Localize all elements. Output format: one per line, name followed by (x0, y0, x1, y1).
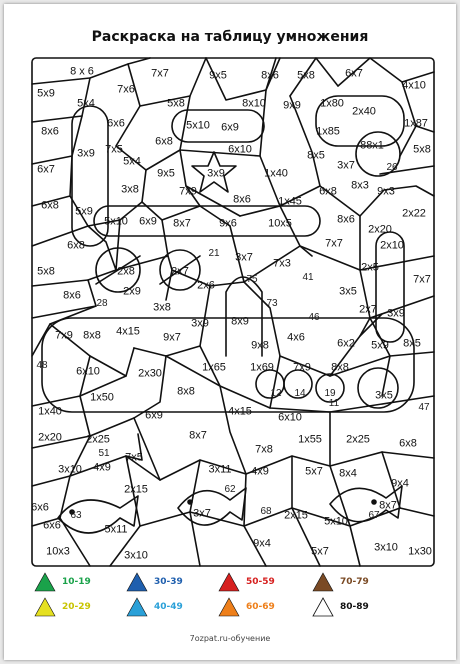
legend-key (34, 597, 91, 617)
puzzle-cell-label: 3x9 (77, 147, 95, 160)
puzzle-cell-label: 47 (418, 402, 430, 413)
puzzle-cell-label: 6x6 (31, 501, 49, 514)
puzzle-cell-label: 6x10 (278, 411, 302, 424)
puzzle-cell-label: 9x5 (157, 167, 175, 180)
puzzle-cell-label: 19 (324, 388, 336, 399)
puzzle-cell-label: 1x85 (316, 125, 340, 138)
puzzle-cell-label: 5x10 (324, 515, 348, 528)
puzzle-cell-label: 10x3 (46, 545, 70, 558)
puzzle-cell-label: 3x11 (208, 463, 232, 476)
puzzle-cell-label: 8x6 (63, 289, 81, 302)
puzzle-cell-label: 6x8 (319, 185, 337, 198)
puzzle-cell-label: 1x50 (90, 391, 114, 404)
puzzle-cell-label: 3x9 (387, 307, 405, 320)
color-legend (30, 572, 436, 622)
puzzle-cell-label: 51 (98, 448, 110, 459)
puzzle-cell-label: 6x9 (139, 215, 157, 228)
puzzle-cell-label: 3x8 (153, 301, 171, 314)
puzzle-cell-label: 3x9 (191, 317, 209, 330)
puzzle-cell-label: 21 (208, 248, 220, 259)
puzzle-cell-label: 7x9 (293, 361, 311, 374)
triangle-icon (312, 597, 334, 617)
puzzle-cell-label: 1x80 (320, 97, 344, 110)
puzzle-cell-label: 5x9 (37, 87, 55, 100)
puzzle-cell-label: 2x22 (402, 207, 426, 220)
legend-range: 80-89 (340, 602, 369, 612)
puzzle-cell-label: 6x8 (41, 199, 59, 212)
puzzle-cell-label: 14 (294, 388, 306, 399)
puzzle-cell-label: 5x10 (186, 119, 210, 132)
puzzle-cell-label: 8x5 (403, 337, 421, 350)
puzzle-cell-label: 9x8 (251, 339, 269, 352)
puzzle-cell-label: 11 (328, 398, 340, 409)
puzzle-cell-label: 8x8 (177, 385, 195, 398)
puzzle-cell-label: 8x4 (339, 467, 357, 480)
puzzle-cell-label: 5x9 (371, 339, 389, 352)
puzzle-cell-label: 9x3 (377, 185, 395, 198)
site-footer: 7ozpat.ru-обучение (189, 634, 271, 643)
puzzle-cell-label: 7x7 (325, 237, 343, 250)
legend-range: 70-79 (340, 577, 369, 587)
puzzle-cell-label: 1x55 (298, 433, 322, 446)
puzzle-cell-label: 6x7 (37, 163, 55, 176)
puzzle-cell-label: 6x6 (107, 117, 125, 130)
puzzle-cell-label: 46 (308, 312, 320, 323)
puzzle-cell-label: 2x15 (124, 483, 148, 496)
puzzle-cell-label: 2x25 (346, 433, 370, 446)
legend-range: 50-59 (246, 577, 275, 587)
puzzle-cell-label: 7x7 (413, 273, 431, 286)
puzzle-cell-label: 1x69 (250, 361, 274, 374)
puzzle-cell-label: 9x4 (253, 537, 271, 550)
legend-key (34, 572, 91, 592)
puzzle-cell-label: 2x15 (284, 509, 308, 522)
puzzle-cell-label: 2x7 (171, 265, 189, 278)
puzzle-cell-label: 1x87 (404, 117, 428, 130)
puzzle-cell-label: 4x15 (228, 405, 252, 418)
puzzle-cell-label: 4x15 (116, 325, 140, 338)
puzzle-cell-label: 2x20 (38, 431, 62, 444)
puzzle-cell-label: 10x5 (268, 217, 292, 230)
triangle-icon (312, 572, 334, 592)
puzzle-cell-label: 5x8 (37, 265, 55, 278)
puzzle-cell-label: 3x9 (207, 167, 225, 180)
puzzle-cell-label: 6x7 (345, 67, 363, 80)
puzzle-cell-label: 2x40 (352, 105, 376, 118)
puzzle-cell-label: 5x4 (77, 97, 95, 110)
puzzle-cell-label: 5x10 (104, 215, 128, 228)
puzzle-cell-label: 8x8 (83, 329, 101, 342)
puzzle-cell-label: 8x7 (189, 429, 207, 442)
puzzle-cell-label: 7x5 (105, 143, 123, 156)
puzzle-cell-label: 2x9 (123, 285, 141, 298)
puzzle-cell-label: 3x8 (121, 183, 139, 196)
puzzle-cell-label: 3x5 (339, 285, 357, 298)
puzzle-cell-label: 4x9 (251, 465, 269, 478)
worksheet-title: Раскраска на таблицу умножения (91, 29, 369, 45)
triangle-icon (126, 572, 148, 592)
puzzle-cell-label: 8x7 (173, 217, 191, 230)
puzzle-cell-label: 62 (224, 484, 236, 495)
puzzle-cell-label: 5x11 (104, 523, 128, 536)
legend-range: 10-19 (62, 577, 91, 587)
legend-key (312, 597, 369, 617)
puzzle-cell-label: 75 (246, 274, 258, 285)
puzzle-cell-label: 6x10 (228, 143, 252, 156)
puzzle-cell-label: 6x2 (337, 337, 355, 350)
puzzle-cell-label: 8x8 (331, 361, 349, 374)
puzzle-cell-label: 68 (260, 506, 272, 517)
puzzle-cell-label: 5x4 (123, 155, 141, 168)
puzzle-cell-label: 28 (96, 298, 108, 309)
puzzle-cell-label: 6x8 (155, 135, 173, 148)
triangle-icon (218, 572, 240, 592)
puzzle-cell-label: 7x3 (273, 257, 291, 270)
puzzle-cell-label: 5x7 (311, 545, 329, 558)
puzzle-cell-label: 67 (368, 510, 380, 521)
legend-range: 60-69 (246, 602, 275, 612)
legend-range: 40-49 (154, 602, 183, 612)
puzzle-cell-label: 2x25 (86, 433, 110, 446)
puzzle-cell-label: 2x5 (361, 261, 379, 274)
legend-key (218, 597, 275, 617)
puzzle-cell-label: 2x20 (368, 223, 392, 236)
puzzle-cell-label: 3x7 (337, 159, 355, 172)
puzzle-cell-label: 7x5 (125, 451, 143, 464)
legend-key (126, 597, 183, 617)
puzzle-cell-label: 6x10 (76, 365, 100, 378)
puzzle-cell-label: 1x40 (264, 167, 288, 180)
puzzle-cell-label: 8x5 (307, 149, 325, 162)
puzzle-cell-label: 5x8 (297, 69, 315, 82)
puzzle-cell-label: 9x4 (391, 477, 409, 490)
puzzle-cell-label: 8x10 (242, 97, 266, 110)
puzzle-cell-label: 8x9 (231, 315, 249, 328)
puzzle-cell-label: 9x6 (219, 217, 237, 230)
puzzle-cell-label: 7x6 (117, 83, 135, 96)
puzzle-cell-label: 73 (266, 298, 278, 309)
puzzle-cell-label: 7x9 (55, 329, 73, 342)
puzzle-cell-label: 63 (70, 510, 82, 521)
coloring-puzzle (30, 56, 436, 568)
puzzle-cell-label: 9x7 (163, 331, 181, 344)
worksheet (4, 4, 456, 660)
puzzle-cell-label: 8x7 (379, 499, 397, 512)
triangle-icon (126, 597, 148, 617)
puzzle-cell-label: 4x10 (402, 79, 426, 92)
puzzle-cell-label: 2x6 (197, 279, 215, 292)
puzzle-cell-label: 1x40 (38, 405, 62, 418)
puzzle-cell-label: 6x8 (67, 239, 85, 252)
puzzle-cell-label: 5x8 (167, 97, 185, 110)
puzzle-cell-label: 1x65 (202, 361, 226, 374)
puzzle-cell-label: 8x6 (233, 193, 251, 206)
puzzle-cell-label: 5x8 (413, 143, 431, 156)
puzzle-cell-label: 6x8 (399, 437, 417, 450)
puzzle-cell-label: 88x1 (360, 139, 384, 152)
puzzle-cell-label: 9x9 (283, 99, 301, 112)
puzzle-cell-label: 26 (386, 162, 398, 173)
puzzle-cell-label: 1x45 (278, 195, 302, 208)
puzzle-cell-label: 6x6 (43, 519, 61, 532)
puzzle-cell-label: 8 x 6 (70, 65, 94, 78)
puzzle-cell-label: 3x10 (124, 549, 148, 562)
puzzle-cell-label: 2x30 (138, 367, 162, 380)
puzzle-cell-label: 12 (270, 388, 282, 399)
puzzle-cell-label: 4x6 (287, 331, 305, 344)
puzzle-cell-label: 1x30 (408, 545, 432, 558)
legend-range: 20-29 (62, 602, 91, 612)
puzzle-cell-label: 7x9 (179, 185, 197, 198)
puzzle-cell-label: 7x7 (151, 67, 169, 80)
puzzle-cell-label: 7x8 (255, 443, 273, 456)
puzzle-cell-label: 3x7 (193, 507, 211, 520)
puzzle-cell-label: 3x7 (235, 251, 253, 264)
puzzle-cell-label: 6x9 (145, 409, 163, 422)
puzzle-cell-label: 6x9 (221, 121, 239, 134)
puzzle-cell-label: 9x5 (209, 69, 227, 82)
puzzle-cell-label: 3x10 (58, 463, 82, 476)
legend-key (126, 572, 183, 592)
puzzle-cell-label: 8x6 (261, 69, 279, 82)
legend-range: 30-39 (154, 577, 183, 587)
puzzle-cell-label: 3x5 (375, 389, 393, 402)
puzzle-cell-label: 8x3 (351, 179, 369, 192)
puzzle-cell-label: 8x6 (337, 213, 355, 226)
puzzle-cell-label: 2x10 (380, 239, 404, 252)
triangle-icon (34, 572, 56, 592)
puzzle-cell-label: 3x10 (374, 541, 398, 554)
puzzle-cell-label: 48 (36, 360, 48, 371)
puzzle-cell-label: 2x8 (117, 265, 135, 278)
puzzle-cell-label: 4x9 (93, 461, 111, 474)
triangle-icon (34, 597, 56, 617)
puzzle-cell-label: 5x9 (75, 205, 93, 218)
legend-key (312, 572, 369, 592)
puzzle-cell-label: 41 (302, 272, 314, 283)
puzzle-cell-label: 5x7 (305, 465, 323, 478)
triangle-icon (218, 597, 240, 617)
legend-key (218, 572, 275, 592)
puzzle-cell-label: 2x7 (359, 303, 377, 316)
puzzle-cell-label: 8x6 (41, 125, 59, 138)
